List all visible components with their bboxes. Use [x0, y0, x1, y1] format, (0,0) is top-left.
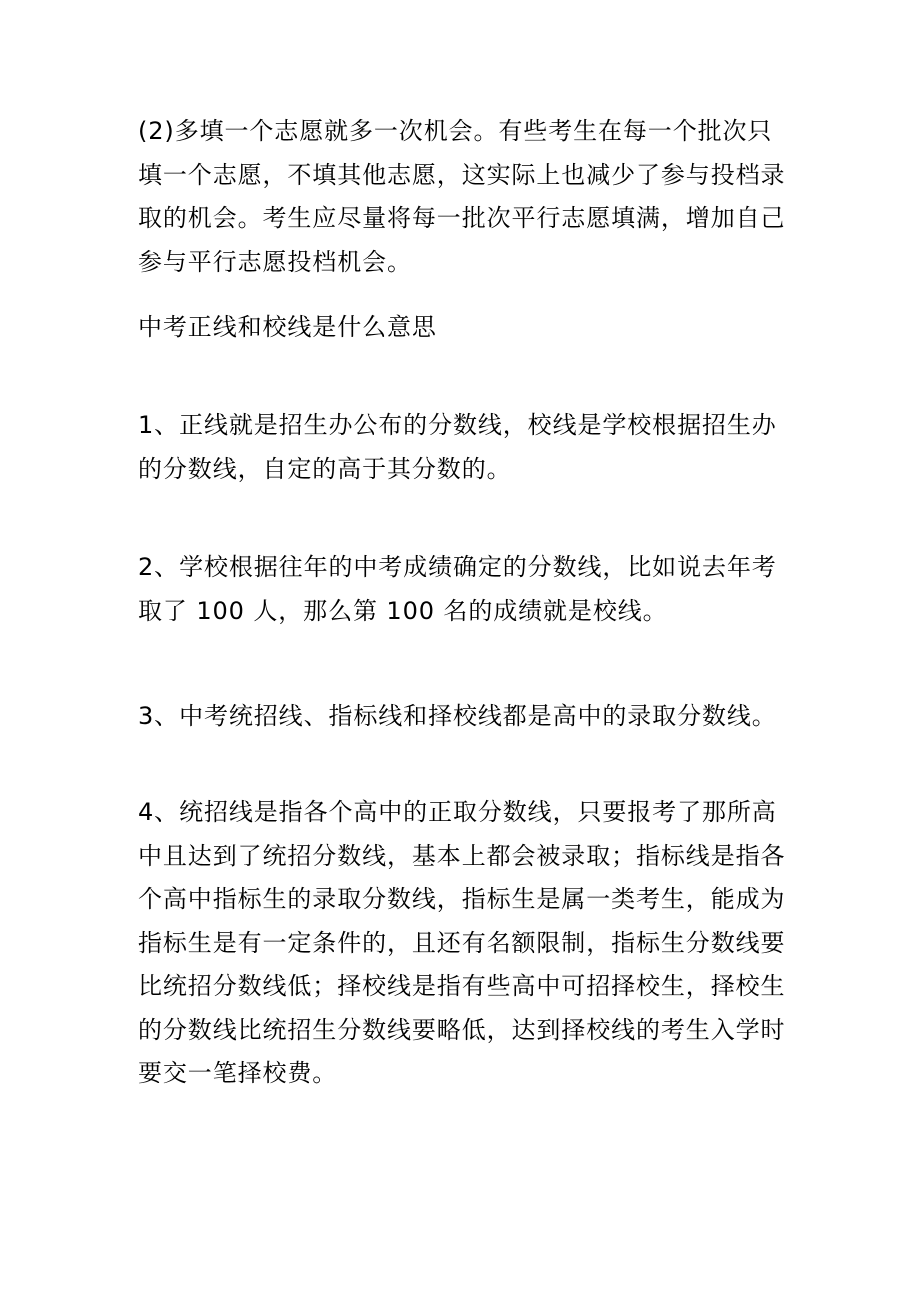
paragraph-4: 4、统招线是指各个高中的正取分数线，只要报考了那所高中且达到了统招分数线，基本上都会被录取；指标线是指各个高中指标生的录取分数线，指标生是属一类考生，能成为指标生是有一定条件的，且还有名额限制，指标生分数线要比统招分数线低；择校线是指有些高中可招择校生，择校生的分数线比统招生分数线要略低，达到择校线的考生入学时要交一笔择校费。: [138, 798, 786, 1087]
paragraph-1: 1、正线就是招生办公布的分数线，校线是学校根据招生办的分数线，自定的高于其分数的。: [138, 411, 777, 483]
paragraph-3: 3、中考统招线、指标线和择校线都是高中的录取分数线。: [138, 702, 777, 730]
intro-paragraph: (2)多填一个志愿就多一次机会。有些考生在每一个批次只填一个志愿，不填其他志愿，这实际上也减少了参与投档录取的机会。考生应尽量将每一批次平行志愿填满，增加自己参与平行志愿投档机会。: [138, 117, 786, 276]
paragraph-2: 2、学校根据往年的中考成绩确定的分数线，比如说去年考取了 100 人，那么第 100 名的成绩就是校线。: [138, 553, 777, 625]
section-heading: 中考正线和校线是什么意思: [138, 313, 437, 341]
